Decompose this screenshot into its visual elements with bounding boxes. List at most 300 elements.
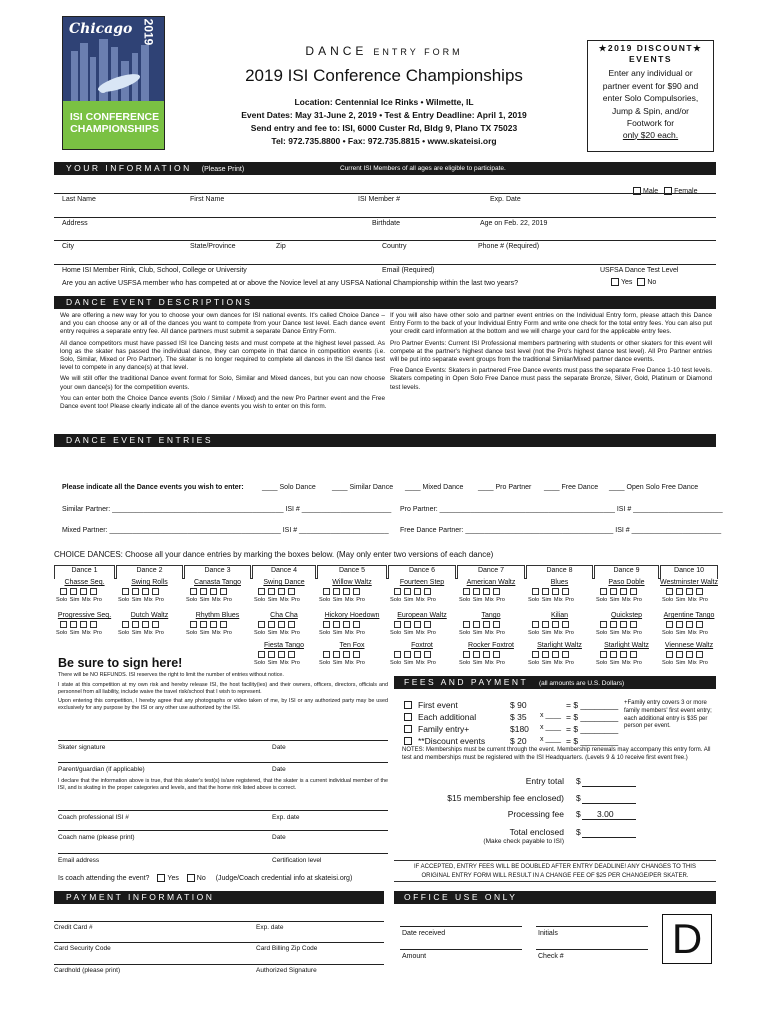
pro-partner-field[interactable]: Pro Partner: _____________________________________________ ISI # _______________________ (400, 506, 723, 513)
dance-checkbox-group (461, 651, 501, 658)
solo-sim-mix-pro-labels: Solo Sim Mix Pro (390, 630, 436, 636)
city-label: City (62, 243, 75, 250)
credit-card-label: Credit Card # (54, 924, 93, 931)
entries-bar (54, 434, 716, 447)
solo-checkbox[interactable] (600, 588, 607, 595)
coach-attending-row (58, 874, 352, 882)
mixed-partner-field[interactable]: Mixed Partner: ____________________________________________ ISI # _______________________ (62, 527, 389, 534)
dance-column-head: Dance 5 (317, 565, 387, 579)
mix-checkbox[interactable] (414, 651, 421, 658)
entry-total-label: Entry total (525, 776, 564, 786)
sim-checkbox[interactable] (132, 621, 139, 628)
pro-checkbox[interactable] (220, 588, 227, 595)
solo-checkbox[interactable] (463, 651, 470, 658)
fee-mult[interactable]: x ____ (540, 736, 562, 743)
dance-checkbox-group (461, 621, 501, 628)
solo-sim-mix-pro-labels: Solo Sim Mix Pro (186, 630, 232, 636)
dance-checkbox-group (321, 621, 361, 628)
event-open-solo-free[interactable]: ____ Open Solo Free Dance (609, 484, 699, 491)
sim-checkbox[interactable] (268, 621, 275, 628)
sim-checkbox[interactable] (200, 588, 207, 595)
solo-checkbox[interactable] (323, 651, 330, 658)
solo-checkbox[interactable] (600, 651, 607, 658)
desc-right-p1: If you will also have other solo and partner event entries on the Individual Entry form, please attach this Dance Entry Form to the back of your Individual Entry Form and write one check for the total entry fees. You can also put your credit card information at the bottom and we will charge your card for the applicable entry fees. (390, 312, 712, 336)
coach-name-label: Coach name (please print) (58, 834, 135, 841)
mix-checkbox[interactable] (620, 621, 627, 628)
coach-isi-label: Coach professional ISI # (58, 814, 129, 821)
sim-checkbox[interactable] (132, 588, 139, 595)
country-label: Country (382, 243, 407, 250)
dance-column-head: Dance 3 (184, 565, 251, 579)
pro-checkbox[interactable] (696, 621, 703, 628)
sim-checkbox[interactable] (200, 621, 207, 628)
dance-checkbox-group (392, 588, 432, 595)
dance-name: Swing Rolls (131, 579, 168, 586)
dance-column-head: Dance 1 (54, 565, 115, 579)
fee-eq[interactable]: = $ ________ (566, 712, 619, 722)
dance-checkbox-group (664, 588, 704, 595)
fee-label: Family entry+ (418, 724, 470, 734)
security-code-label: Card Security Code (54, 945, 111, 952)
amount-line (400, 949, 522, 950)
solo-sim-mix-pro-labels: Solo Sim Mix Pro (319, 630, 365, 636)
mix-checkbox[interactable] (343, 651, 350, 658)
dance-name: Paso Doble (608, 579, 645, 586)
dance-name: American Waltz (466, 579, 516, 586)
pro-checkbox[interactable] (696, 651, 703, 658)
solo-sim-mix-pro-labels: Solo Sim Mix Pro (662, 597, 708, 603)
solo-checkbox[interactable] (666, 651, 673, 658)
sim-checkbox[interactable] (333, 621, 340, 628)
email-address-label: Email address (58, 857, 100, 864)
fees-bar (394, 676, 716, 689)
location-line: Location: Centennial Ice Rinks • Wilmette, IL (294, 97, 474, 107)
logo-line1: ISI CONFERENCE (69, 111, 160, 123)
female-label: Female (674, 187, 698, 195)
mix-checkbox[interactable] (142, 621, 149, 628)
solo-checkbox[interactable] (463, 588, 470, 595)
city-line[interactable] (54, 240, 716, 241)
sim-checkbox[interactable] (542, 588, 549, 595)
name-line[interactable] (54, 193, 716, 194)
solo-checkbox[interactable] (463, 621, 470, 628)
mix-checkbox[interactable] (483, 651, 490, 658)
sim-checkbox[interactable] (333, 651, 340, 658)
solo-checkbox[interactable] (323, 621, 330, 628)
payable-note: (Make check payable to ISI) (483, 838, 564, 845)
sim-checkbox[interactable] (70, 588, 77, 595)
solo-checkbox[interactable] (666, 588, 673, 595)
sim-checkbox[interactable] (333, 588, 340, 595)
pro-checkbox[interactable] (152, 588, 159, 595)
dance-column-head: Dance 2 (116, 565, 183, 579)
home-rink-label: Home ISI Member Rink, Club, School, College or University (62, 267, 247, 274)
solo-sim-mix-pro-labels: Solo Sim Mix Pro (528, 660, 574, 666)
sim-checkbox[interactable] (268, 651, 275, 658)
dance-name: Rhythm Blues (195, 612, 240, 619)
dance-name: Starlight Waltz (604, 642, 649, 649)
solo-checkbox[interactable] (258, 651, 265, 658)
desc-left-p2: All dance competitors must have passed ISI Ice Dancing tests and must compete at the highest level passed. As long as the skater has passed the individual dance, they can compete in that dance in competition events (i.e. Solo, Similar, Mixed or Pro Partner). The skater is no longer required to complete all dances in the ISI dance test level to compete in any dance(s) at that level. (60, 339, 385, 372)
membership-fee-label: $15 membership fee enclosed) (447, 793, 564, 803)
pro-checkbox[interactable] (630, 651, 637, 658)
solo-checkbox[interactable] (258, 621, 265, 628)
pro-checkbox[interactable] (288, 621, 295, 628)
dance-column-head: Dance 9 (594, 565, 659, 579)
card-number-line[interactable] (54, 921, 384, 922)
fee-checkbox[interactable] (404, 713, 412, 721)
dance-checkbox-group (598, 651, 638, 658)
logo-line2: CHAMPIONSHIPS (70, 123, 159, 135)
address-line[interactable] (54, 217, 716, 218)
processing-dollar: $ (576, 809, 581, 819)
pro-checkbox[interactable] (696, 588, 703, 595)
dance-checkbox-group (392, 621, 432, 628)
mix-checkbox[interactable] (620, 588, 627, 595)
entries-title: DANCE EVENT ENTRIES (66, 435, 214, 445)
dance-column-head: Dance 7 (457, 565, 525, 579)
dance-checkbox-group (256, 588, 296, 595)
dance-checkbox-group (530, 621, 570, 628)
similar-partner-field[interactable]: Similar Partner: ____________________________________________ ISI # _______________________ (62, 506, 392, 513)
sim-checkbox[interactable] (676, 588, 683, 595)
form-title (184, 44, 584, 58)
membership-notes: NOTES: Memberships must be current through the event. Membership renewals may accompany this entry form. All test and memberships must be registered with the ISI Headquarters. (Levels 9 & 10 receive first event free.) (402, 747, 711, 761)
mix-checkbox[interactable] (414, 621, 421, 628)
descriptions-title: DANCE EVENT DESCRIPTIONS (66, 297, 253, 307)
sim-checkbox[interactable] (404, 651, 411, 658)
mix-checkbox[interactable] (686, 651, 693, 658)
descriptions-bar (54, 296, 716, 309)
attending-yes-checkbox[interactable] (157, 874, 165, 882)
dance-column-head: Dance 8 (526, 565, 593, 579)
fee-eq[interactable]: = $ ________ (566, 724, 619, 734)
mix-checkbox[interactable] (483, 588, 490, 595)
discount-title: ★2019 DISCOUNT★ (598, 43, 703, 53)
photo-text: Upon entering this competition, I hereby agree that any photographs or video taken of me, by ISI or any authorized party may be used exclusively for any purpose by the ISI or any other use authorized by the ISI. (58, 698, 388, 712)
please-print-note: (Please Print) (201, 166, 245, 173)
coach-name-line[interactable] (58, 830, 388, 831)
dance-name: Canasta Tango (194, 579, 241, 586)
pro-checkbox[interactable] (562, 588, 569, 595)
sim-checkbox[interactable] (542, 651, 549, 658)
dance-name: Westminster Waltz (660, 579, 718, 586)
solo-sim-mix-pro-labels: Solo Sim Mix Pro (596, 660, 642, 666)
pro-checkbox[interactable] (493, 588, 500, 595)
birthdate-label: Birthdate (372, 220, 401, 227)
pro-checkbox[interactable] (152, 621, 159, 628)
pro-checkbox[interactable] (424, 621, 431, 628)
dance-name: Willow Waltz (332, 579, 372, 586)
male-label: Male (643, 187, 659, 195)
solo-checkbox[interactable] (532, 588, 539, 595)
declare-text: I declare that the information above is true, that this skater's test(s) is/are registered, that the skater is a current individual member of the ISI, and is skating in the proper categories and levels, and that the home rink listed above is correct. (58, 778, 388, 791)
pro-checkbox[interactable] (288, 651, 295, 658)
rink-line[interactable] (54, 264, 716, 265)
solo-checkbox[interactable] (666, 621, 673, 628)
dance-column-head: Dance 4 (252, 565, 316, 579)
pro-checkbox[interactable] (288, 588, 295, 595)
solo-sim-mix-pro-labels: Solo Sim Mix Pro (596, 597, 642, 603)
security-code-line[interactable] (54, 942, 384, 943)
usfsa-no-checkbox[interactable] (637, 278, 645, 286)
usfsa-yes-label: Yes (621, 278, 633, 286)
fee-mult[interactable]: x ____ (540, 712, 562, 719)
send-entry-line: Send entry and fee to: ISI, 6000 Custer Rd, Bldg 9, Plano TX 75023 (250, 123, 518, 133)
solo-checkbox[interactable] (394, 651, 401, 658)
solo-sim-mix-pro-labels: Solo Sim Mix Pro (528, 597, 574, 603)
solo-checkbox[interactable] (323, 588, 330, 595)
first-name-label: First Name (190, 196, 225, 203)
discount-price: only $20 each. (622, 129, 679, 140)
solo-sim-mix-pro-labels: Solo Sim Mix Pro (459, 597, 505, 603)
skater-signature-label: Skater signature (58, 744, 106, 751)
mix-checkbox[interactable] (343, 621, 350, 628)
descriptions-left (60, 312, 385, 414)
sim-checkbox[interactable] (610, 621, 617, 628)
pro-checkbox[interactable] (562, 621, 569, 628)
dance-name: Viennese Waltz (664, 642, 714, 649)
pro-checkbox[interactable] (562, 651, 569, 658)
form-title-entry: ENTRY FORM (373, 47, 463, 57)
solo-sim-mix-pro-labels: Solo Sim Mix Pro (254, 660, 300, 666)
pro-checkbox[interactable] (353, 621, 360, 628)
dance-checkbox-group (598, 588, 638, 595)
sim-checkbox[interactable] (610, 588, 617, 595)
solo-sim-mix-pro-labels: Solo Sim Mix Pro (390, 597, 436, 603)
indicate-events-label: Please indicate all the Dance events you wish to enter: (62, 484, 244, 491)
dance-name: Hickory Hoedown (324, 612, 380, 619)
mix-checkbox[interactable] (142, 588, 149, 595)
processing-fee-value: 3.00 (597, 809, 614, 819)
mix-checkbox[interactable] (686, 588, 693, 595)
dance-name: Cha Cha (270, 612, 298, 619)
solo-sim-mix-pro-labels: Solo Sim Mix Pro (254, 597, 300, 603)
solo-checkbox[interactable] (122, 588, 129, 595)
sim-checkbox[interactable] (473, 621, 480, 628)
dance-checkbox-group (58, 588, 98, 595)
desc-right-p3: Free Dance Events: Skaters in partnered Free Dance events must pass the separate Free Dance 1-10 test levels. Skaters competing in Open Solo Free Dance must pass the separate Bronze, Silver, Gold, Platinum or Diamond test levels. (390, 367, 712, 391)
dance-name: Fourteen Step (399, 579, 445, 586)
solo-sim-mix-pro-labels: Solo Sim Mix Pro (528, 630, 574, 636)
phone-label: Phone # (Required) (478, 243, 540, 250)
isi-member-label: ISI Member # (358, 196, 401, 203)
sim-checkbox[interactable] (473, 588, 480, 595)
pro-checkbox[interactable] (90, 588, 97, 595)
pro-checkbox[interactable] (630, 621, 637, 628)
skater-signature-line[interactable] (58, 740, 388, 741)
dance-checkbox-group (530, 651, 570, 658)
fees-title: FEES AND PAYMENT (404, 677, 529, 687)
pro-checkbox[interactable] (424, 588, 431, 595)
solo-sim-mix-pro-labels: Solo Sim Mix Pro (459, 660, 505, 666)
dance-name: Rocker Foxtrot (468, 642, 514, 649)
free-dance-partner-field[interactable]: Free Dance Partner: ______________________________________ ISI # _______________________ (400, 527, 722, 534)
mix-checkbox[interactable] (278, 588, 285, 595)
dance-name: Quickstep (610, 612, 643, 619)
membership-line[interactable] (582, 803, 636, 804)
usfsa-yes-no (611, 278, 656, 286)
office-title: OFFICE USE ONLY (404, 892, 518, 902)
event-title: 2019 ISI Conference Championships (245, 66, 523, 85)
fees-note: (all amounts are U.S. Dollars) (538, 680, 625, 687)
sim-checkbox[interactable] (676, 621, 683, 628)
judge-credential-note: (Judge/Coach credential info at skateisi.org) (215, 874, 353, 882)
mix-checkbox[interactable] (686, 621, 693, 628)
discount-box (587, 40, 714, 152)
solo-checkbox[interactable] (122, 621, 129, 628)
mix-checkbox[interactable] (552, 588, 559, 595)
form-title-dance: DANCE (305, 44, 368, 58)
mix-checkbox[interactable] (414, 588, 421, 595)
sign-heading: Be sure to sign here! (58, 656, 183, 670)
solo-checkbox[interactable] (60, 588, 67, 595)
sim-checkbox[interactable] (676, 651, 683, 658)
sim-checkbox[interactable] (70, 621, 77, 628)
attending-no-label: No (196, 874, 206, 882)
coach-email-line[interactable] (58, 853, 388, 854)
fee-label: Each additional (418, 712, 477, 722)
contact-line: Tel: 972.735.8800 • Fax: 972.735.8815 • www.skateisi.org (271, 136, 497, 146)
parent-signature-line[interactable] (58, 762, 388, 763)
dance-checkbox-group (256, 651, 296, 658)
age-label: Age on Feb. 22, 2019 (480, 220, 548, 227)
mix-checkbox[interactable] (483, 621, 490, 628)
parent-date-label: Date (272, 766, 286, 773)
solo-checkbox[interactable] (190, 588, 197, 595)
cardholder-line[interactable] (54, 964, 384, 965)
dance-name: Starlight Waltz (537, 642, 582, 649)
event-free-dance[interactable]: ____ Free Dance (544, 484, 599, 491)
pro-checkbox[interactable] (353, 651, 360, 658)
solo-sim-mix-pro-labels: Solo Sim Mix Pro (118, 630, 164, 636)
address-label: Address (62, 220, 88, 227)
your-information-bar (54, 162, 716, 175)
pro-checkbox[interactable] (493, 651, 500, 658)
mix-checkbox[interactable] (80, 588, 87, 595)
eligible-note: Current ISI Members of all ages are eligible to participate. (340, 165, 506, 172)
office-bar (394, 891, 716, 904)
fee-eq[interactable]: = $ ________ (566, 736, 619, 746)
attending-yes-label: Yes (167, 874, 179, 882)
dance-name: Foxtrot (411, 642, 433, 649)
event-mixed[interactable]: ____ Mixed Dance (405, 484, 464, 491)
fee-label: **Discount events (418, 736, 486, 746)
fee-checkbox[interactable] (404, 737, 412, 745)
your-information-title: YOUR INFORMATION (66, 163, 192, 173)
mix-checkbox[interactable] (210, 621, 217, 628)
usfsa-no-label: No (647, 278, 657, 286)
initials-label: Initials (538, 930, 558, 937)
dance-name: European Waltz (397, 612, 447, 619)
dance-checkbox-group (256, 621, 296, 628)
initials-line (536, 926, 648, 927)
solo-sim-mix-pro-labels: Solo Sim Mix Pro (118, 597, 164, 603)
date-received-line (400, 926, 522, 927)
event-solo[interactable]: ____ Solo Dance (262, 484, 316, 491)
dance-name: Argentine Tango (663, 612, 715, 619)
fee-checkbox[interactable] (404, 701, 412, 709)
mix-checkbox[interactable] (552, 651, 559, 658)
event-dates-line: Event Dates: May 31-June 2, 2019 • Test & Entry Deadline: April 1, 2019 (241, 110, 527, 120)
mix-checkbox[interactable] (343, 588, 350, 595)
solo-checkbox[interactable] (60, 621, 67, 628)
dance-checkbox-group (598, 621, 638, 628)
mix-checkbox[interactable] (278, 621, 285, 628)
usfsa-question: Are you an active USFSA member who has competed at or above the Novice level at any USFSA National Championship within the last two years? (62, 280, 519, 287)
check-line (536, 949, 648, 950)
dance-name: Ten Fox (339, 642, 365, 649)
form-letter-badge: D (662, 914, 712, 964)
payment-title: PAYMENT INFORMATION (66, 892, 215, 902)
solo-checkbox[interactable] (532, 651, 539, 658)
fee-eq[interactable]: = $ ________ (566, 700, 619, 710)
solo-sim-mix-pro-labels: Solo Sim Mix Pro (186, 597, 232, 603)
certification-label: Certification level (272, 857, 322, 864)
solo-checkbox[interactable] (394, 588, 401, 595)
dance-checkbox-group (120, 588, 160, 595)
usfsa-level-label: USFSA Dance Test Level (600, 267, 679, 274)
discount-body: Enter any individual or partner event for $90 and enter Solo Compulsories, Jump & Spin, and/or Footwork for (602, 68, 699, 128)
sim-checkbox[interactable] (542, 621, 549, 628)
discount-title-2: EVENTS (628, 54, 672, 64)
coach-attending-label: Is coach attending the event? (58, 874, 150, 882)
solo-sim-mix-pro-labels: Solo Sim Mix Pro (662, 660, 708, 666)
solo-checkbox[interactable] (190, 621, 197, 628)
mix-checkbox[interactable] (278, 651, 285, 658)
event-pro-partner[interactable]: ____ Pro Partner (478, 484, 532, 491)
sim-checkbox[interactable] (610, 651, 617, 658)
solo-checkbox[interactable] (600, 621, 607, 628)
pro-checkbox[interactable] (353, 588, 360, 595)
mix-checkbox[interactable] (552, 621, 559, 628)
fee-mult[interactable]: x ____ (540, 724, 562, 731)
entry-total-line[interactable] (582, 786, 636, 787)
pro-checkbox[interactable] (630, 588, 637, 595)
sim-checkbox[interactable] (404, 588, 411, 595)
coach-isi-line[interactable] (58, 810, 388, 811)
pro-checkbox[interactable] (220, 621, 227, 628)
descriptions-right (390, 312, 712, 395)
attending-no-checkbox[interactable] (187, 874, 195, 882)
total-line[interactable] (582, 837, 636, 838)
mix-checkbox[interactable] (210, 588, 217, 595)
fee-amt: $ 90 (510, 700, 527, 710)
solo-checkbox[interactable] (532, 621, 539, 628)
usfsa-yes-checkbox[interactable] (611, 278, 619, 286)
dance-name: Fiesta Tango (264, 642, 304, 649)
event-similar[interactable]: ____ Similar Dance (332, 484, 394, 491)
sim-checkbox[interactable] (404, 621, 411, 628)
sim-checkbox[interactable] (268, 588, 275, 595)
solo-sim-mix-pro-labels: Solo Sim Mix Pro (390, 660, 436, 666)
sim-checkbox[interactable] (473, 651, 480, 658)
solo-checkbox[interactable] (258, 588, 265, 595)
pro-checkbox[interactable] (493, 621, 500, 628)
solo-sim-mix-pro-labels: Solo Sim Mix Pro (596, 630, 642, 636)
last-name-label: Last Name (62, 196, 96, 203)
solo-checkbox[interactable] (394, 621, 401, 628)
pro-checkbox[interactable] (424, 651, 431, 658)
mix-checkbox[interactable] (620, 651, 627, 658)
mix-checkbox[interactable] (80, 621, 87, 628)
dance-checkbox-group (461, 588, 501, 595)
fee-checkbox[interactable] (404, 725, 412, 733)
fee-amt: $180 (510, 724, 529, 734)
pro-checkbox[interactable] (90, 621, 97, 628)
dance-checkbox-group (120, 621, 160, 628)
solo-sim-mix-pro-labels: Solo Sim Mix Pro (662, 630, 708, 636)
